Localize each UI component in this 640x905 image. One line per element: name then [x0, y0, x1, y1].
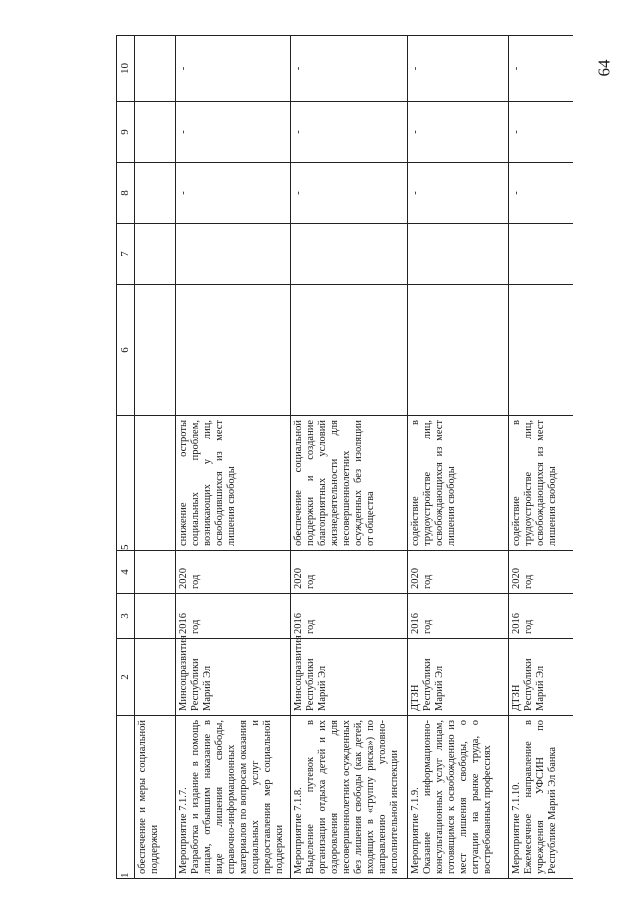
empty-cell [176, 285, 291, 416]
executor-cell: Минсоцразвития Республики Марий Эл [176, 639, 291, 716]
empty-cell [135, 224, 176, 285]
empty-cell [135, 285, 176, 416]
table-row [509, 36, 574, 879]
empty-cell [135, 416, 176, 551]
measure-cell [291, 716, 408, 879]
empty-cell [135, 551, 176, 594]
measure-description: Ежемесячное направление в учреждения УФСИН по Республике Марий Эл банка [523, 720, 558, 874]
measure-title: Мероприятие 7.1.9. [410, 787, 421, 874]
table-row [176, 36, 291, 879]
continuation-text: обеспечение и меры социальной поддержки [135, 716, 176, 879]
col-number-9: 9 [117, 102, 135, 163]
empty-cell [291, 224, 408, 285]
col-number-6: 6 [117, 285, 135, 416]
start-year-cell: 2016 год [176, 594, 291, 639]
table-row [291, 36, 408, 879]
measure-cell [408, 716, 509, 879]
col-number-10: 10 [117, 36, 135, 102]
measure-description: Оказание информационно-консультационных услуг лицам, готовящимся к освобождению из мест лишения свободы, о ситуации на рынке труда, о востребованных профессиях [422, 720, 493, 874]
measure-description: Разработка и издание в помощь лицам, отбывшим наказание в виде лишения свободы, справочно-информационных материалов по вопросам оказания социальных услуг и предоставления мер социальной поддержки [190, 720, 285, 874]
empty-cell [509, 224, 574, 285]
result-cell: обеспечение социальной поддержки и создание благоприятных условий жизнедеятельности для несовершеннолетних осужденных без изоляции от общества [291, 416, 408, 551]
end-year-cell: 2020 год [176, 551, 291, 594]
empty-cell [408, 224, 509, 285]
end-year-cell: 2020 год [408, 551, 509, 594]
col-number-4: 4 [117, 551, 135, 594]
dash-cell: - [408, 36, 509, 102]
col-number-3: 3 [117, 594, 135, 639]
dash-cell: - [176, 102, 291, 163]
empty-cell [135, 36, 176, 102]
end-year-cell: 2020 год [509, 551, 574, 594]
page-number: 64 [594, 59, 614, 77]
executor-cell: ДТЗН Республики Марий Эл [408, 639, 509, 716]
dash-cell: - [509, 36, 574, 102]
col-number-1: 1 [117, 716, 135, 879]
dash-cell: - [509, 102, 574, 163]
table-row [408, 36, 509, 879]
program-table [116, 35, 573, 879]
result-cell: содействие в трудоустройстве лиц, освобождающихся из мест лишения свободы [408, 416, 509, 551]
rotated-page [116, 46, 627, 879]
empty-cell [135, 639, 176, 716]
dash-cell: - [291, 36, 408, 102]
dash-cell: - [176, 36, 291, 102]
empty-cell [291, 285, 408, 416]
dash-cell: - [509, 163, 574, 224]
col-number-8: 8 [117, 163, 135, 224]
dash-cell: - [291, 102, 408, 163]
start-year-cell: 2016 год [291, 594, 408, 639]
result-cell: содействие в трудоустройстве лиц, освобождающихся из мест лишения свободы [509, 416, 574, 551]
start-year-cell: 2016 год [408, 594, 509, 639]
dash-cell: - [408, 102, 509, 163]
measure-title: Мероприятие 7.1.10. [511, 781, 522, 874]
dash-cell: - [176, 163, 291, 224]
empty-cell [509, 285, 574, 416]
col-number-5: 5 [117, 416, 135, 551]
measure-title: Мероприятие 7.1.7. [178, 787, 189, 874]
header-number-row [117, 36, 135, 879]
result-cell: снижение остроты социальных проблем, возникающих у лиц, освободившихся из мест лишения свободы [176, 416, 291, 551]
empty-cell [135, 163, 176, 224]
empty-cell [176, 224, 291, 285]
empty-cell [135, 594, 176, 639]
table-row-continuation [135, 36, 176, 879]
executor-cell: Минсоцразвития Республики Марий Эл [291, 639, 408, 716]
dash-cell: - [291, 163, 408, 224]
start-year-cell: 2016 год [509, 594, 574, 639]
end-year-cell: 2020 год [291, 551, 408, 594]
measure-title: Мероприятие 7.1.8. [293, 787, 304, 874]
empty-cell [135, 102, 176, 163]
executor-cell: ДТЗН Республики Марий Эл [509, 639, 574, 716]
col-number-2: 2 [117, 639, 135, 716]
measure-cell [176, 716, 291, 879]
dash-cell: - [408, 163, 509, 224]
measure-description: Выделение путевок в организации отдыха детей и их оздоровления для несовершеннолетних осужденных без лишения свободы (как детей, входящих в «группу риска») по направлению уголовно-исполнительной инспекции [305, 720, 400, 874]
empty-cell [408, 285, 509, 416]
measure-cell [509, 716, 574, 879]
col-number-7: 7 [117, 224, 135, 285]
